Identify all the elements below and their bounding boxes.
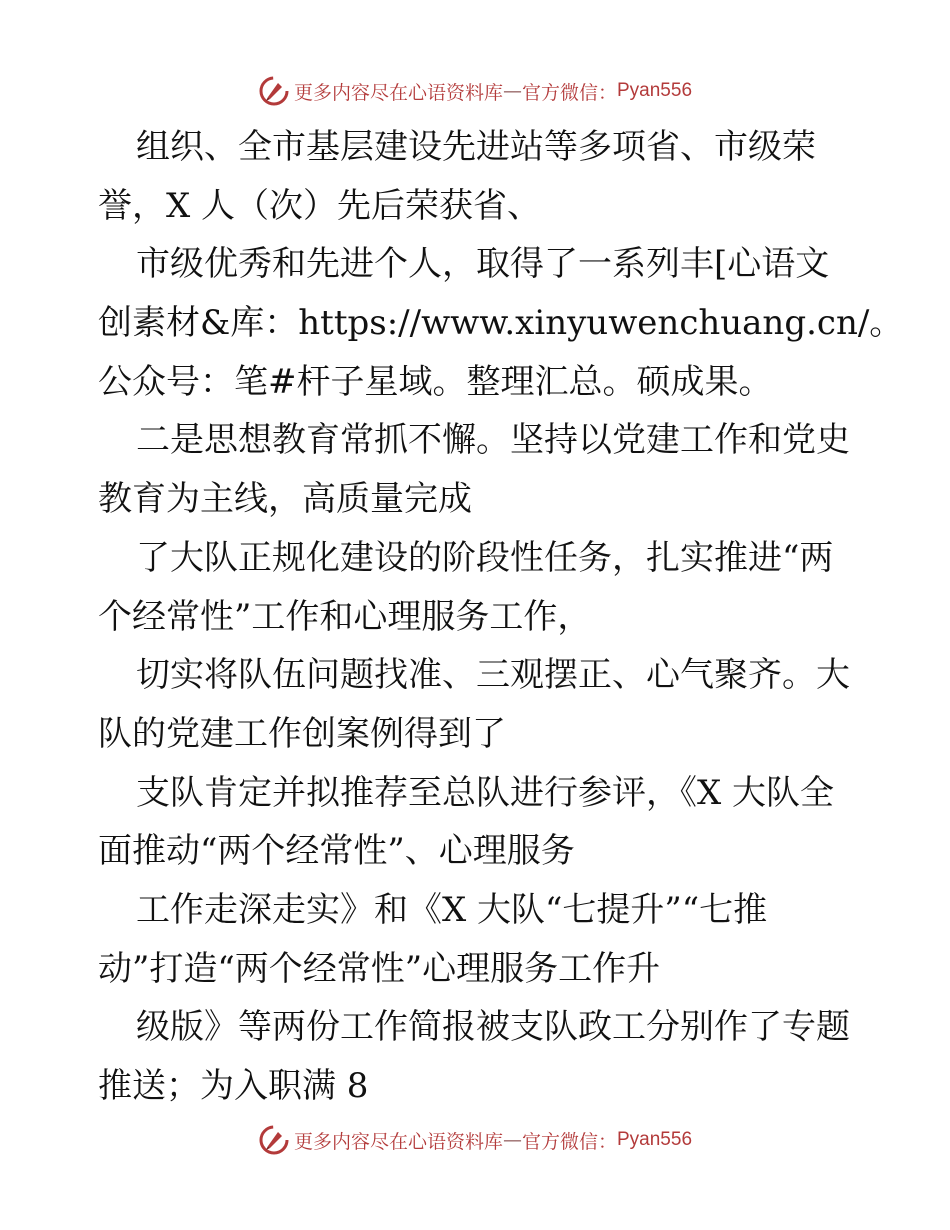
- text-line: 级版》等两份工作简报被支队政工分别作了专题: [136, 1007, 850, 1048]
- text-line: 誉，X 人（次）先后荣获省、: [98, 185, 542, 226]
- text-line: 了大队正规化建设的阶段性任务，扎实推进“两: [136, 537, 834, 578]
- banner-wechat-label: 官方微信：: [521, 1130, 617, 1153]
- header-banner: [0, 71, 950, 111]
- text-line: 支队肯定并拟推荐至总队进行参评，《X 大队全: [136, 772, 835, 813]
- pen-nib-logo-icon: [258, 75, 290, 107]
- banner-wechat-label: 官方微信：: [521, 81, 617, 104]
- banner-separator: —: [502, 1129, 522, 1151]
- footer-banner: [0, 1120, 950, 1160]
- text-line: 动”打造“两个经常性”心理服务工作升: [98, 948, 661, 989]
- text-line: 推送；为入职满 8: [98, 1066, 369, 1106]
- text-line: 市级优秀和先进个人，取得了一系列丰[心语文: [136, 244, 830, 285]
- banner-wechat-id: Pyan556: [617, 80, 693, 101]
- banner-text: 更多内容尽在心语资料库: [293, 81, 503, 104]
- banner-wechat-id: Pyan556: [617, 1129, 693, 1150]
- text-line: 教育为主线，高质量完成: [98, 479, 472, 520]
- document-body: [98, 118, 904, 1116]
- pen-nib-logo-icon: [258, 1124, 290, 1156]
- banner-separator: —: [502, 80, 522, 102]
- text-line: 切实将队伍问题找准、三观摆正、心气聚齐。大: [136, 655, 850, 696]
- text-line: 工作走深走实》和《X 大队“七提升”“七推: [136, 889, 768, 930]
- text-line: 面推动“两个经常性”、心理服务: [98, 831, 575, 872]
- text-line: 个经常性”工作和心理服务工作，: [98, 596, 592, 637]
- text-line: 公众号：笔#杆子星域。整理汇总。硕成果。: [98, 361, 773, 402]
- text-line: 创素材&库：https://www.xinyuwenchuang.cn/。: [98, 303, 904, 344]
- text-line: 组织、全市基层建设先进站等多项省、市级荣: [136, 127, 816, 167]
- text-line: 队的党建工作创案例得到了: [98, 713, 506, 754]
- banner-text: 更多内容尽在心语资料库: [293, 1130, 503, 1153]
- text-line: 二是思想教育常抓不懈。坚持以党建工作和党史: [136, 420, 850, 461]
